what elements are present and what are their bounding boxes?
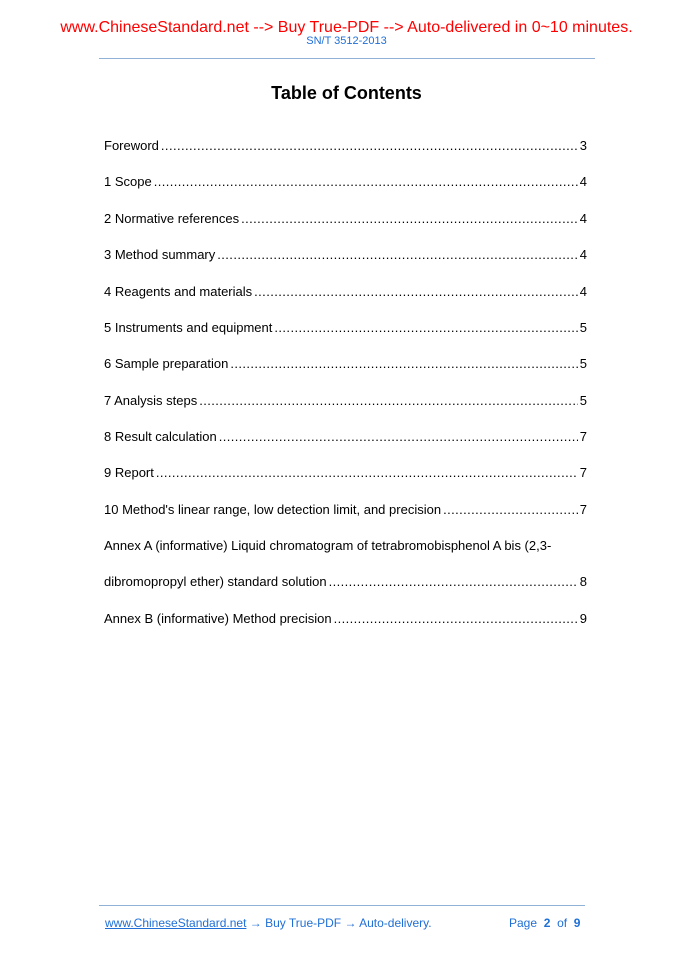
footer-tagline: → Buy True-PDF → Auto-delivery. xyxy=(246,916,432,930)
page-word: Page xyxy=(509,916,538,930)
toc-entry-page: 5 xyxy=(579,320,587,335)
toc-entry-result-calculation[interactable] xyxy=(104,428,587,446)
toc-entry-label: 2 Normative references xyxy=(104,211,240,226)
toc-leader-dots xyxy=(219,428,578,446)
toc-entry-page: 7 xyxy=(579,429,587,444)
toc-entry-page: 9 xyxy=(579,611,587,626)
toc-leader-dots xyxy=(329,573,578,591)
toc-entry-method-summary[interactable] xyxy=(104,246,587,264)
total-pages-number: 9 xyxy=(573,916,581,930)
toc-leader-dots xyxy=(241,210,578,228)
toc-entry-label: 6 Sample preparation xyxy=(104,356,229,371)
toc-leader-dots xyxy=(230,355,577,373)
toc-entry-page: 3 xyxy=(579,138,587,153)
toc-leader-dots xyxy=(199,392,578,410)
footer-divider xyxy=(99,905,585,906)
toc-leader-dots xyxy=(156,464,578,482)
toc-entry-label: 9 Report xyxy=(104,465,154,480)
toc-entry-page: 8 xyxy=(579,574,587,589)
toc-entry-instruments[interactable] xyxy=(104,319,587,337)
toc-leader-dots xyxy=(334,610,578,628)
toc-entry-page: 4 xyxy=(579,174,587,189)
page-title: Table of Contents xyxy=(271,83,422,103)
promo-banner[interactable]: www.ChineseStandard.net --> Buy True-PDF --> Auto-delivered in 0~10 minutes. xyxy=(60,19,633,36)
toc-entry-page: 4 xyxy=(579,247,587,262)
toc-entry-sample-preparation[interactable] xyxy=(104,355,587,373)
footer-site-link[interactable]: www.ChineseStandard.net xyxy=(105,916,247,930)
toc-entry-analysis-steps[interactable] xyxy=(104,392,587,410)
toc-entry-label: 4 Reagents and materials xyxy=(104,284,253,299)
toc-entry-label: 5 Instruments and equipment xyxy=(104,320,273,335)
footer-promo xyxy=(105,916,432,930)
toc-entry-annex-a[interactable]: Annex A (informative) Liquid chromatogram of tetrabromobisphenol A bis (2,3- xyxy=(104,538,552,553)
header-divider xyxy=(99,58,595,59)
toc-entry-page: 7 xyxy=(579,502,587,517)
toc-entry-page: 5 xyxy=(579,393,587,408)
toc-entry-label: 7 Analysis steps xyxy=(104,393,198,408)
toc-entry-page: 4 xyxy=(579,211,587,226)
toc-entry-reagents[interactable] xyxy=(104,283,587,301)
toc-entry-label: Foreword xyxy=(104,138,159,153)
standard-code: SN/T 3512-2013 xyxy=(306,35,387,47)
toc-entry-annex-b[interactable] xyxy=(104,610,587,628)
toc-entry-page: 7 xyxy=(579,465,587,480)
current-page-number: 2 xyxy=(543,916,551,930)
toc-leader-dots xyxy=(254,283,578,301)
toc-leader-dots xyxy=(217,246,578,264)
toc-entry-report[interactable] xyxy=(104,464,587,482)
toc-entry-label: 8 Result calculation xyxy=(104,429,217,444)
toc-entry-linear-range[interactable] xyxy=(104,501,587,519)
of-word: of xyxy=(557,916,568,930)
page-indicator xyxy=(509,916,580,930)
toc-entry-label: Annex B (informative) Method precision xyxy=(104,611,332,626)
toc-entry-label: 3 Method summary xyxy=(104,247,216,262)
toc-entry-foreword[interactable] xyxy=(104,137,587,155)
toc-entry-scope[interactable] xyxy=(104,173,587,191)
toc-entry-page: 5 xyxy=(579,356,587,371)
toc-entry-annex-a-continuation[interactable] xyxy=(104,573,587,591)
toc-leader-dots xyxy=(161,137,578,155)
toc-leader-dots xyxy=(154,173,578,191)
toc-entry-label: 1 Scope xyxy=(104,174,152,189)
toc-entry-label: 10 Method's linear range, low detection limit, and precision xyxy=(104,502,442,517)
toc-leader-dots xyxy=(274,319,577,337)
toc-leader-dots xyxy=(443,501,578,519)
toc-entry-page: 4 xyxy=(579,284,587,299)
toc-entry-normative-references[interactable] xyxy=(104,210,587,228)
toc-entry-label: dibromopropyl ether) standard solution xyxy=(104,574,327,589)
